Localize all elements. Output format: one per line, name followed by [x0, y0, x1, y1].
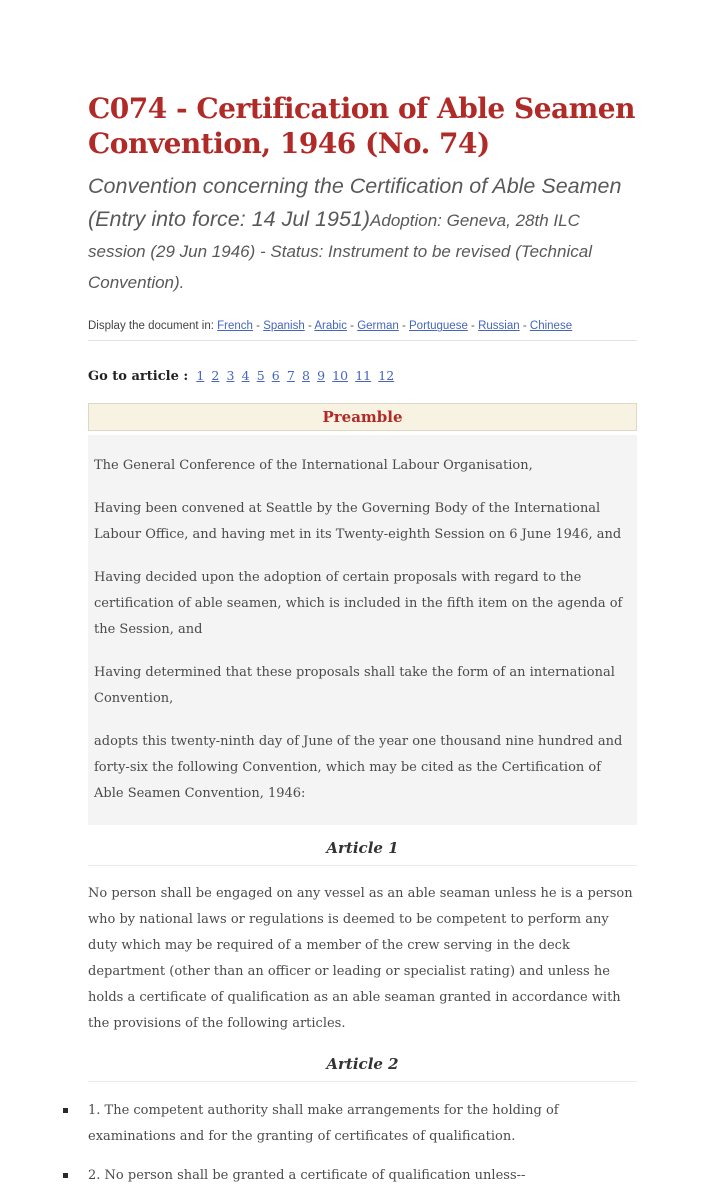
goto-article-10[interactable]: 10	[332, 368, 349, 384]
goto-article-11[interactable]: 11	[355, 368, 372, 384]
preamble-paragraph: Having determined that these proposals shall take the form of an international Convention,	[94, 665, 615, 707]
article-navigation	[88, 368, 637, 384]
goto-article-6[interactable]: 6	[271, 368, 280, 384]
separator: -	[401, 320, 406, 333]
separator: -	[307, 320, 312, 333]
language-link-french[interactable]: French	[217, 320, 253, 333]
preamble-paragraph: Having decided upon the adoption of certain proposals with regard to the certification of able seamen, which is included in the fifth item on the agenda of the Session, and	[94, 570, 623, 638]
document-content	[88, 0, 637, 1189]
goto-article-8[interactable]: 8	[301, 368, 310, 384]
language-switcher	[88, 320, 637, 341]
bullet-icon	[63, 1173, 68, 1178]
language-link-chinese[interactable]: Chinese	[529, 320, 573, 333]
document-subtitle	[88, 171, 637, 299]
article-1-heading: Article 1	[88, 839, 637, 866]
preamble-header-bar	[88, 403, 637, 431]
article-1-paragraph: No person shall be engaged on any vessel as an able seaman unless he is a person who by national laws or regulations is deemed to be competent to perform any duty which may be required of a member of the crew serving in the deck department (other than an officer or leading or specialist rating) and unless he holds a certificate of qualification as an able seaman granted in accordance with the provisions of the following articles.	[88, 886, 633, 1032]
preamble-heading: Preamble	[322, 408, 403, 427]
article-1-body	[88, 881, 637, 1037]
language-switcher-label: Display the document in:	[88, 320, 214, 333]
article-navigation-label: Go to article :	[88, 369, 189, 385]
separator: -	[350, 320, 355, 333]
goto-article-9[interactable]: 9	[317, 368, 326, 384]
goto-article-12[interactable]: 12	[378, 368, 395, 384]
goto-article-3[interactable]: 3	[226, 368, 235, 384]
goto-article-7[interactable]: 7	[286, 368, 295, 384]
goto-article-1[interactable]: 1	[196, 368, 205, 384]
article-2-item-text: 1. The competent authority shall make arrangements for the holding of examinations and for the granting of certificates of qualification.	[88, 1103, 559, 1145]
language-link-russian[interactable]: Russian	[478, 320, 520, 333]
preamble-text-block	[88, 435, 637, 825]
bullet-icon	[63, 1108, 68, 1113]
article-2-item-text: 2. No person shall be granted a certificate of qualification unless--	[88, 1168, 526, 1184]
page-title: C074 - Certification of Able Seamen Convention, 1946 (No. 74)	[88, 92, 635, 160]
subtitle-convention-name: Convention concerning the Certification of Able Seamen (Entry into force: 14 Jul 1951)	[88, 174, 622, 232]
goto-article-2[interactable]: 2	[211, 368, 220, 384]
preamble-paragraph: The General Conference of the International Labour Organisation,	[94, 458, 533, 474]
goto-article-4[interactable]: 4	[241, 368, 250, 384]
preamble-paragraph: adopts this twenty-ninth day of June of the year one thousand nine hundred and forty-six the following Convention, which may be cited as the Certification of Able Seamen Convention, 1946:	[94, 734, 623, 802]
goto-article-5[interactable]: 5	[256, 368, 265, 384]
article-2-list	[88, 1098, 637, 1189]
preamble-paragraph: Having been convened at Seattle by the Governing Body of the International Labour Office, and having met in its Twenty-eighth Session on 6 June 1946, and	[94, 501, 622, 543]
separator: -	[256, 320, 260, 333]
list-item	[88, 1163, 637, 1189]
language-link-arabic[interactable]: Arabic	[314, 320, 347, 333]
separator: -	[522, 320, 527, 333]
article-2-heading: Article 2	[88, 1055, 637, 1082]
language-link-spanish[interactable]: Spanish	[263, 320, 305, 333]
subtitle-adoption-status: Adoption: Geneva, 28th ILC session (29 Jun 1946) - Status: Instrument to be revised (Technical Convention).	[88, 211, 592, 293]
separator: -	[471, 320, 475, 333]
language-link-german[interactable]: German	[357, 320, 399, 333]
list-item	[88, 1098, 637, 1150]
language-link-portuguese[interactable]: Portuguese	[409, 320, 468, 333]
